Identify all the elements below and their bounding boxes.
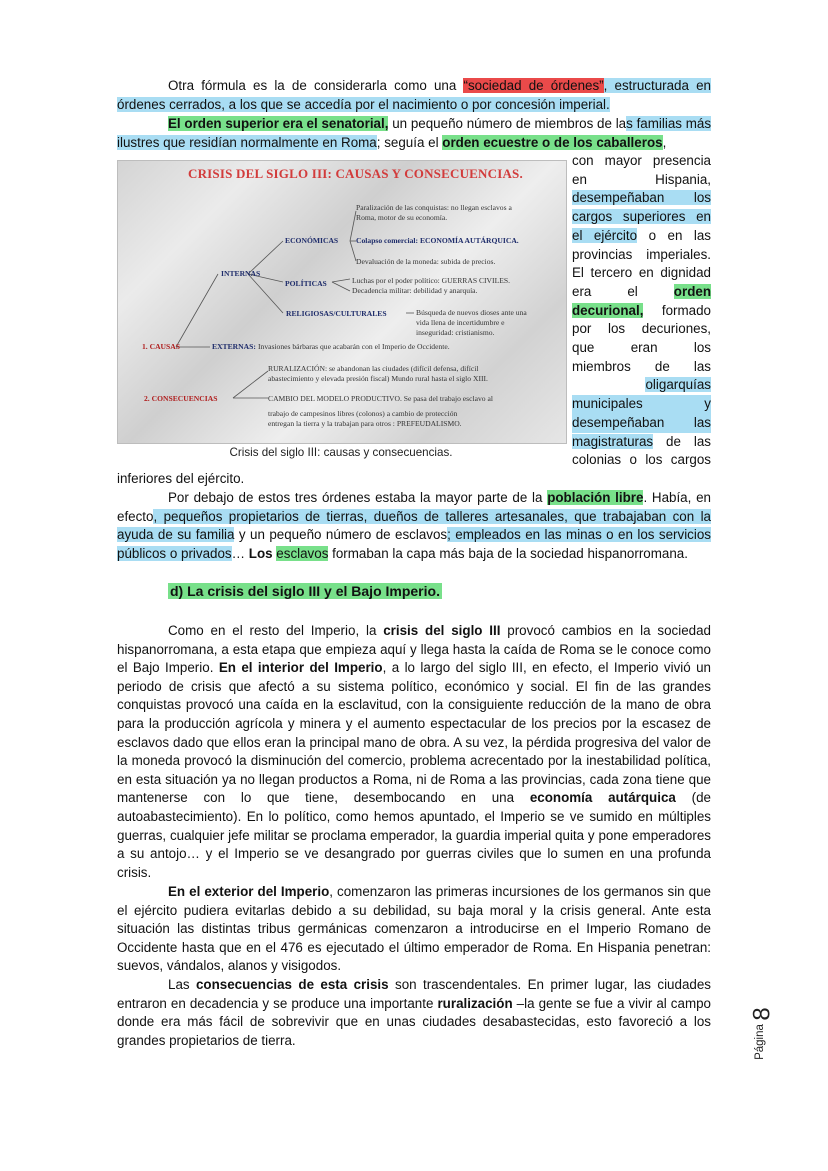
sidebar-text-column: con mayor presencia en Hispania, desempeñaban los cargos superiores en el ejército o en las provincias imperiales. El tercero en dignidad era el orden decurional, formado por los decuriones, que eran los miembros de las oligarquías municipales y desempeñaban las magistraturas de las colonias o los cargos: [572, 153, 711, 468]
paragraph-crisis-interior: Como en el resto del Imperio, la crisis del siglo III provocó cambios en la sociedad hispanorromana, a esta etapa que empieza aquí y llega hasta la caída de Roma se le conoce como el Bajo Imperio. En el interior del Imperio, a lo largo del siglo III, en efecto, el Imperio vivió un periodo de crisis que afectó a su sistema político, económico y social. El fin de las grandes conquistas provocó una caída en la esclavitud, con la consiguiente reducción de la mano de obra para la producción agrícola y minera y el aumento espectacular de los precios por la escasez de esclavos dado que ellos eran la principal mano de obra. A su vez, la pérdida progresiva del valor de la moneda provocó la disminución del comercio, problema acrecentado por la inestabilidad política, en esta situación ya no llegan productos a Roma, ni de Roma a las provincias, cada zona tiene que mantenerse con lo que tiene, desembocando en una economía autárquica (de autoabastecimiento). En lo político, como hemos apuntado, el Imperio se ve sumido en múltiples guerras, cualquier jefe militar se proclama emperador, la guardia imperial quita y pone emperadores a su antojo… y el Imperio se ve desangrado por guerras civiles que lo sumen en una profunda crisis.: [117, 623, 711, 880]
highlight-orden-ecuestre: orden ecuestre o de los caballeros: [442, 134, 663, 150]
label-politicas: POLÍTICAS: [285, 279, 327, 288]
section-heading: d) La crisis del siglo III y el Bajo Imperio.: [170, 583, 440, 599]
figure-caption: Crisis del siglo III: causas y consecuencias.: [229, 446, 453, 459]
label-consecuencias: 2. CONSECUENCIAS: [144, 394, 218, 403]
label-causas: 1. CAUSAS: [142, 342, 180, 351]
page-footer: [748, 1000, 796, 1080]
figure-title: CRISIS DEL SIGLO III: CAUSAS Y CONSECUENCIAS.: [188, 166, 523, 181]
label-internas: INTERNAS: [221, 269, 261, 278]
page-label: Página: [753, 1024, 766, 1060]
highlight-poblacion-libre: población libre: [547, 490, 644, 505]
page-number: 8: [748, 1007, 776, 1021]
paragraph-ordenes-end: inferiores del ejército.: [117, 471, 245, 486]
label-externas: EXTERNAS:: [212, 342, 256, 351]
paragraph-poblacion-libre: Por debajo de estos tres órdenes estaba la mayor parte de la población libre. Había, en efecto, pequeños propietarios de tierras, dueños de talleres artesanales, que trabajaban con la ayuda de su familia y un pequeño número de esclavos; empleados en las minas o en los servicios públicos o privados… Los esclavos formaban la capa más baja de la sociedad hispanorromana.: [117, 490, 711, 561]
paragraph-crisis-exterior: En el exterior del Imperio, comenzaron las primeras incursiones de los germanos sin que el ejército pudiera evitarlas debido a su debilidad, su baja moral y la crisis general. Ante esta situación las distintas tribus germánicas comenzaron a introducirse en el Imperio Romano de Occidente hasta que en el 476 es ejecutado el último emperador de Roma. En Hispania penetran: suevos, vándalos, alanos y visigodos.: [117, 884, 711, 974]
paragraph-ordenes: El orden superior era el senatorial, un pequeño número de miembros de las familias más ilustres que residían normalmente en Roma; seguía el orden ecuestre o de los caballeros,: [117, 116, 712, 150]
highlight-orden-senatorial: El orden superior era el senatorial,: [168, 116, 389, 131]
crisis-diagram-figure: CRISIS DEL SIGLO III: CAUSAS Y CONSECUENCIAS. Paralización de las conquistas: no llegan esclavos a Roma, motor de su economía. ECONÓMICAS Colapso comercial: ECONOMÍA AUTÁRQUICA. Devaluación de la moneda: subida de precios. INTERNAS POLÍTICAS Luchas por el poder político: GUERRAS CIVILES. Decadencia militar: debilidad y anarquía. RELIGIOSAS/CULTURALES Búsqueda de nuevos dioses ante una vida llena de incertidumbre e inseguridad: cristianismo. 1. CAUSAS EXTERNAS: Invasiones bárbaras que acabarán con el Imperio de Occidente. RURALIZACIÓN: se abandonan las ciudades (difícil defensa, difícil abastecimiento y elevada presión fiscal) Mundo rural hasta el siglo XIII. 2. CONSECUENCIAS CAMBIO DEL MODELO PRODUCTIVO. Se pasa del trabajo esclavo al trabajo de campesinos libres (colonos) a cambio de protección entregan la tierra y la trabajan para otros : PREFEUDALISMO.: [117, 160, 567, 444]
label-religiosas: RELIGIOSAS/CULTURALES: [286, 309, 387, 318]
highlight-esclavos: esclavos: [276, 545, 329, 561]
paragraph-sociedad-ordenes: Otra fórmula es la de considerarla como una “sociedad de órdenes”, estructurada en órdenes cerrados, a los que se accedía por el nacimiento o por concesión imperial.: [117, 78, 711, 112]
highlight-sociedad-ordenes: “sociedad de órdenes”: [463, 78, 604, 93]
paragraph-consecuencias: Las consecuencias de esta crisis son trascendentales. En primer lugar, las ciudades entraron en decadencia y se produce una importante ruralización –la gente se fue a vivir al campo donde era más fácil de sobrevivir que en unas ciudades desabastecidas, esto favoreció a los grandes propietarios de tierra.: [117, 977, 711, 1048]
label-economicas: ECONÓMICAS: [285, 236, 339, 245]
